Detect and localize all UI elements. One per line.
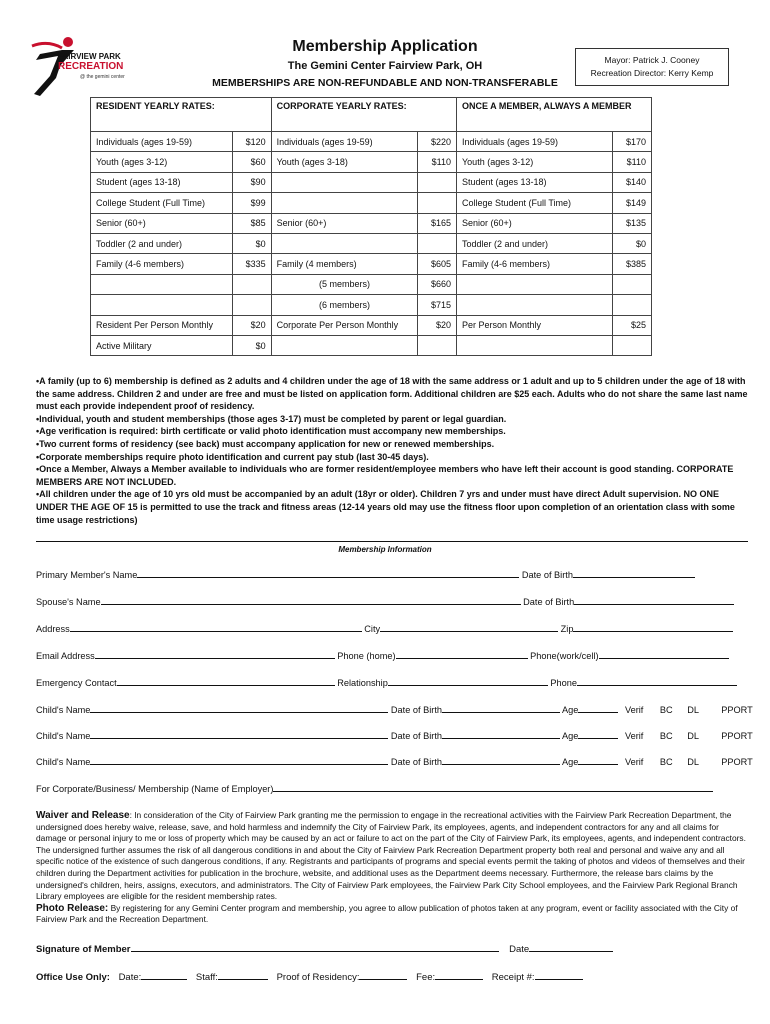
relationship-field[interactable] <box>388 676 548 686</box>
note-children: •All children under the age of 10 yrs old must be accompanied by an adult (18yr or older). Children 7 yrs and under must have direct Adult supervision. NO ONE UNDER THE AGE OF 15 is permitted to use the track and fitness areas (12-14 years old may use the fitness floor upon completion of an orientation class with some time usage restrictions) <box>36 489 735 525</box>
age-label: Age <box>562 757 579 767</box>
dob-label: Date of Birth <box>390 731 442 741</box>
city-field[interactable] <box>380 622 558 632</box>
primary-name-label: Primary Member's Name <box>36 570 138 580</box>
relationship-label: Relationship <box>337 678 388 688</box>
office-receipt-field[interactable] <box>535 970 583 980</box>
verif-label: Verif <box>624 705 644 715</box>
rate-label: Resident Per Person Monthly <box>91 315 233 335</box>
note-age-verification: •Age verification is required: birth certificate or valid photo identification must accompany new memberships. <box>36 426 506 437</box>
child-row <box>36 755 753 767</box>
verif-label: Verif <box>624 757 644 767</box>
policy-notes <box>36 375 748 526</box>
rate-value: $165 <box>418 213 457 233</box>
rate-label <box>271 233 418 253</box>
rate-value: $140 <box>613 172 652 192</box>
header <box>200 38 570 89</box>
pport-checkbox[interactable]: PPORT <box>721 705 753 715</box>
signature-date-label: Date <box>509 944 530 955</box>
signature-label: Signature of Member <box>36 944 131 955</box>
rate-value: $120 <box>232 132 271 152</box>
city-label: City <box>364 624 381 634</box>
photo-release-heading: Photo Release: <box>36 902 109 914</box>
office-date-field[interactable] <box>141 970 187 980</box>
rate-label: Corporate Per Person Monthly <box>271 315 418 335</box>
membership-info-title: Membership Information <box>338 545 432 554</box>
emergency-phone-field[interactable] <box>577 676 737 686</box>
page-title: Membership Application <box>292 38 478 55</box>
child-name-field[interactable] <box>90 755 388 765</box>
rate-label: Individuals (ages 19-59) <box>457 132 613 152</box>
rate-label: Senior (60+) <box>457 213 613 233</box>
rate-label <box>271 335 418 355</box>
office-staff-label: Staff: <box>195 972 218 983</box>
rate-label <box>457 335 613 355</box>
rate-value <box>418 193 457 213</box>
rate-label: Senior (60+) <box>271 213 418 233</box>
rate-label: Family (4-6 members) <box>91 254 233 274</box>
note-once-a-member: •Once a Member, Always a Member available to individuals who are former resident/employee members who have left their account is good standing. CORPORATE MEMBERS ARE NOT INCLUDED. <box>36 464 734 487</box>
address-label: Address <box>36 624 70 634</box>
rate-value: $335 <box>232 254 271 274</box>
zip-label: Zip <box>560 624 574 634</box>
rate-value: $99 <box>232 193 271 213</box>
dob-label: Date of Birth <box>390 705 442 715</box>
rates-row <box>91 193 652 213</box>
rate-value: $110 <box>613 152 652 172</box>
rate-value <box>418 172 457 192</box>
rate-value <box>613 274 652 294</box>
divider <box>36 541 748 542</box>
rate-value: $25 <box>613 315 652 335</box>
spouse-dob-field[interactable] <box>574 595 734 605</box>
employer-row <box>36 782 713 794</box>
child-dob-field[interactable] <box>442 755 560 765</box>
rate-value: $660 <box>418 274 457 294</box>
rate-label: Youth (ages 3-18) <box>271 152 418 172</box>
dob-label: Date of Birth <box>523 597 575 607</box>
age-label: Age <box>562 731 579 741</box>
dl-checkbox[interactable]: DL <box>687 705 699 715</box>
bc-checkbox[interactable]: BC <box>659 731 673 741</box>
office-receipt-label: Receipt #: <box>491 972 535 983</box>
child-name-field[interactable] <box>90 703 388 713</box>
bc-checkbox[interactable]: BC <box>659 757 673 767</box>
rate-value: $60 <box>232 152 271 172</box>
primary-name-field[interactable] <box>137 568 519 578</box>
office-use-label: Office Use Only: <box>36 972 110 983</box>
rate-value <box>232 274 271 294</box>
member-header: ONCE A MEMBER, ALWAYS A MEMBER <box>457 98 652 132</box>
rate-value <box>418 233 457 253</box>
page-subtitle: The Gemini Center Fairview Park, OH <box>287 60 483 72</box>
rate-label: Family (4-6 members) <box>457 254 613 274</box>
rate-value: $20 <box>418 315 457 335</box>
rates-row <box>91 132 652 152</box>
fairview-park-logo <box>28 36 148 98</box>
signature-field[interactable] <box>131 942 499 952</box>
logo-line1: FAIRVIEW PARK <box>58 52 121 61</box>
rate-label: Student (ages 13-18) <box>91 172 233 192</box>
rate-value: $110 <box>418 152 457 172</box>
rates-table <box>90 97 652 356</box>
phone-home-field[interactable] <box>396 649 528 659</box>
address-row <box>36 622 733 634</box>
rates-row <box>91 254 652 274</box>
child-name-label: Child's Name <box>36 757 91 767</box>
waiver-text: : In consideration of the City of Fairview Park granting me the permission to engage in the recreational activities with the Fairview Park Recreation Department, the undersigned does hereby waive, release, save, and hold harmless and indemnify the City of Fairview Park, its employees, agents, and independent contractors for any and all claims for damage or personal injury to me or loss of property which may be caused by an act or failure to act on the part of the City of Fairview Park, its employees, agents, and independent contractors. The undersigned further assumes the risk of all dangerous conditions in and about the City of Fairview Park Recreation Department property both real and personal and waive any and all specific notice of the existence of such dangerous conditions, if any. Registrants and participants of programs and special events permit the taking of photos and videos of themselves and their children during the Department activities for publication in the brochure, website, and additional uses as the Department deems necessary. Furthermore, the release bars claims by the undersigned's children, heirs, assigns, executors, and administrators. The City of Fairview Park employees, the Fairview Park City School employees, and the Fairview Park Regional Branch Library employees are eligible for the resident membership rates. <box>36 810 746 902</box>
mayor-name: Mayor: Patrick J. Cooney <box>604 55 700 65</box>
bc-checkbox[interactable]: BC <box>659 705 673 715</box>
non-refundable-notice: MEMBERSHIPS ARE NON-REFUNDABLE AND NON-TRANSFERABLE <box>212 77 558 89</box>
rate-value <box>418 335 457 355</box>
rate-label: Individuals (ages 19-59) <box>271 132 418 152</box>
dl-checkbox[interactable]: DL <box>687 731 699 741</box>
rate-label <box>457 295 613 315</box>
officials-box <box>575 48 729 86</box>
rate-label: College Student (Full Time) <box>457 193 613 213</box>
address-field[interactable] <box>70 622 362 632</box>
child-age-field[interactable] <box>578 729 618 739</box>
logo-line2: RECREATION <box>58 61 124 72</box>
rate-label: (6 members) <box>271 295 418 315</box>
child-dob-field[interactable] <box>442 703 560 713</box>
emergency-row <box>36 676 737 688</box>
rate-value: $0 <box>232 335 271 355</box>
note-guardian: •Individual, youth and student memberships (those ages 3-17) must be completed by parent or legal guardian. <box>36 413 507 424</box>
rate-label <box>91 295 233 315</box>
rate-value: $0 <box>232 233 271 253</box>
rate-label: Student (ages 13-18) <box>457 172 613 192</box>
photo-release-text: By registering for any Gemini Center program and membership, you agree to allow publication of photos taken at any program, event or facility associated with the City of Fairview Park and the Recreation Department. <box>36 902 738 925</box>
spouse-row <box>36 595 734 607</box>
child-name-label: Child's Name <box>36 705 91 715</box>
child-age-field[interactable] <box>578 755 618 765</box>
office-proof-field[interactable] <box>359 970 407 980</box>
rates-row <box>91 315 652 335</box>
director-name: Recreation Director: Kerry Kemp <box>590 68 714 78</box>
rate-label <box>91 274 233 294</box>
age-label: Age <box>562 705 579 715</box>
child-age-field[interactable] <box>578 703 618 713</box>
note-corporate: •Corporate memberships require photo identification and current pay stub (last 30-45 days). <box>36 451 429 462</box>
rate-value <box>613 335 652 355</box>
office-date-label: Date: <box>118 972 142 983</box>
office-staff-field[interactable] <box>218 970 268 980</box>
child-dob-field[interactable] <box>442 729 560 739</box>
corporate-header: CORPORATE YEARLY RATES: <box>271 98 456 132</box>
office-proof-label: Proof of Residency: <box>276 972 360 983</box>
rate-value <box>613 295 652 315</box>
phone-work-field[interactable] <box>599 649 729 659</box>
rate-value: $220 <box>418 132 457 152</box>
rates-row <box>91 213 652 233</box>
rate-value: $85 <box>232 213 271 233</box>
rates-row <box>91 295 652 315</box>
rate-label <box>271 172 418 192</box>
primary-member-row <box>36 568 695 580</box>
spouse-name-field[interactable] <box>101 595 521 605</box>
zip-field[interactable] <box>573 622 733 632</box>
rate-value: $135 <box>613 213 652 233</box>
rate-label <box>271 193 418 213</box>
signature-date-field[interactable] <box>529 942 613 952</box>
rate-value: $149 <box>613 193 652 213</box>
rate-value: $20 <box>232 315 271 335</box>
phone-home-label: Phone (home) <box>337 651 396 661</box>
dob-label: Date of Birth <box>390 757 442 767</box>
email-label: Email Address <box>36 651 95 661</box>
rate-label <box>457 274 613 294</box>
office-fee-field[interactable] <box>435 970 483 980</box>
dl-checkbox[interactable]: DL <box>687 757 699 767</box>
rates-row <box>91 274 652 294</box>
rate-label: Individuals (ages 19-59) <box>91 132 233 152</box>
rate-label: Toddler (2 and under) <box>457 233 613 253</box>
primary-dob-field[interactable] <box>573 568 695 578</box>
child-row <box>36 703 753 715</box>
pport-checkbox[interactable]: PPORT <box>721 757 753 767</box>
email-row <box>36 649 729 661</box>
rate-label: Active Military <box>91 335 233 355</box>
note-residency: •Two current forms of residency (see back) must accompany application for new or renewed memberships. <box>36 438 495 449</box>
photo-release-paragraph <box>36 903 748 926</box>
rate-value: $715 <box>418 295 457 315</box>
phone-work-label: Phone(work/cell) <box>530 651 599 661</box>
pport-checkbox[interactable]: PPORT <box>721 731 753 741</box>
office-use-row <box>36 970 583 983</box>
rate-label: Toddler (2 and under) <box>91 233 233 253</box>
rate-value <box>232 295 271 315</box>
rate-label: Per Person Monthly <box>457 315 613 335</box>
rate-label: College Student (Full Time) <box>91 193 233 213</box>
rate-label: Family (4 members) <box>271 254 418 274</box>
rate-label: Youth (ages 3-12) <box>457 152 613 172</box>
child-name-label: Child's Name <box>36 731 91 741</box>
waiver-section <box>36 810 748 926</box>
rate-label: (5 members) <box>271 274 418 294</box>
verif-label: Verif <box>624 731 644 741</box>
signature-row <box>36 942 613 955</box>
spouse-name-label: Spouse's Name <box>36 597 101 607</box>
office-fee-label: Fee: <box>416 972 436 983</box>
rate-value: $90 <box>232 172 271 192</box>
rates-row <box>91 335 652 355</box>
rate-value: $0 <box>613 233 652 253</box>
employer-label: For Corporate/Business/ Membership (Name of Employer) <box>36 784 274 794</box>
rates-header-row <box>91 98 652 132</box>
waiver-heading: Waiver and Release <box>36 810 130 821</box>
emergency-field[interactable] <box>117 676 335 686</box>
employer-field[interactable] <box>273 782 713 792</box>
rate-value: $385 <box>613 254 652 274</box>
rates-row <box>91 172 652 192</box>
rate-label: Senior (60+) <box>91 213 233 233</box>
phone-label: Phone <box>550 678 577 688</box>
waiver-paragraph <box>36 810 748 903</box>
emergency-label: Emergency Contact <box>36 678 117 688</box>
note-family: •A family (up to 6) membership is defined as 2 adults and 4 children under the age of 18 with the same address or 1 adult and up to 5 children under the age of 18 with the same address. Children 2 and under are free and must be listed on application form. Additional children are $25 each. Adults who do not share the same last name must each provide independent proof of residency. <box>36 376 748 412</box>
rate-value: $170 <box>613 132 652 152</box>
rate-label: Youth (ages 3-12) <box>91 152 233 172</box>
child-row <box>36 729 753 741</box>
rates-row <box>91 152 652 172</box>
rate-value: $605 <box>418 254 457 274</box>
dob-label: Date of Birth <box>521 570 573 580</box>
email-field[interactable] <box>95 649 335 659</box>
child-name-field[interactable] <box>90 729 388 739</box>
rates-row <box>91 233 652 253</box>
logo-line3: @ the gemini center <box>80 74 125 80</box>
resident-header: RESIDENT YEARLY RATES: <box>91 98 272 132</box>
